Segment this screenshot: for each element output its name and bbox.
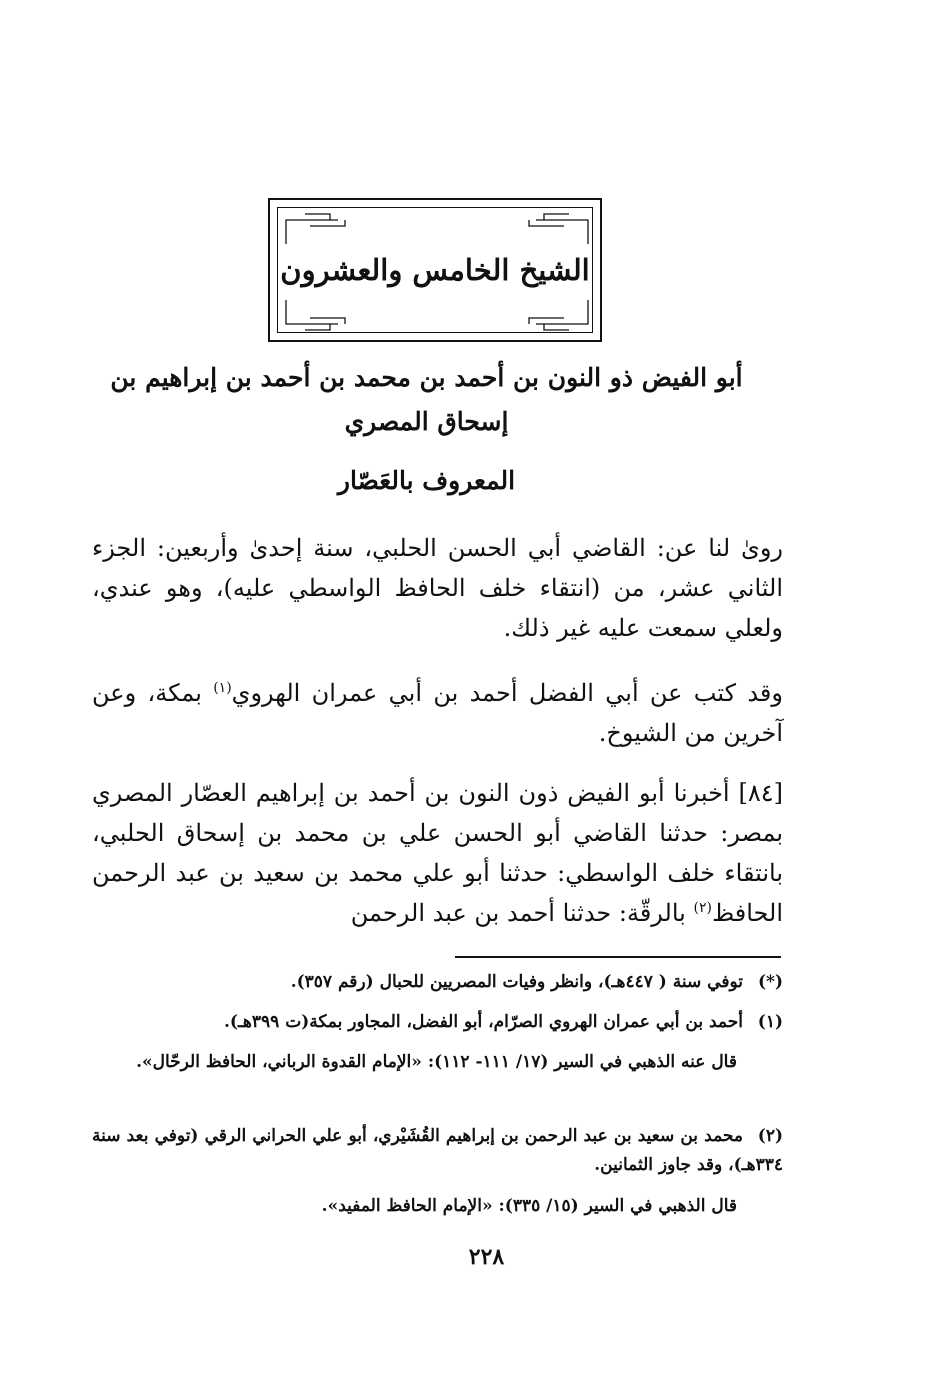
footnote-1-continuation: قال عنه الذهبي في السير (١٧/ ١١١- ١١٢): «الإمام القدوة الرباني، الحافظ الرحّال». <box>136 1052 737 1072</box>
footnote-2 <box>92 1122 783 1180</box>
footnote-star <box>92 968 783 997</box>
paragraph-2-text-b: بمكة، وعن آخرين من الشيوخ. <box>92 679 783 747</box>
footnote-2-marker: (٢) <box>757 1126 783 1146</box>
paragraph-2-text-a: وقد كتب عن أبي الفضل أحمد بن أبي عمران الهروي <box>231 679 783 707</box>
footnote-1-text: أحمد بن أبي عمران الهروي الصرّام، أبو الفضل، المجاور بمكة(ت ٣٩٩هـ). <box>223 1012 743 1032</box>
name-line-1: أبو الفيض ذو النون بن أحمد بن محمد بن أحمد بن إبراهيم بن <box>110 363 743 392</box>
footnote-2-continuation: قال الذهبي في السير (١٥/ ٣٣٥): «الإمام الحافظ المفيد». <box>321 1196 737 1216</box>
page-number: ٢٢٨ <box>468 1244 505 1270</box>
paragraph-1: روىٰ لنا عن: القاضي أبي الحسن الحلبي، سنة إحدىٰ وأربعين: الجزء الثاني عشر، من (انتقاء خلف الحافظ الواسطي عليه)، وهو عندي، ولعلي سمعت عليه غير ذلك. <box>92 534 783 642</box>
footnote-ref-1: (١) <box>213 680 232 696</box>
paragraph-3-text-b: بالرقّة: حدثنا أحمد بن عبد الرحمن <box>350 899 694 927</box>
footnote-star-marker: (*) <box>758 972 783 992</box>
known-as: المعروف بالعَصّار <box>337 466 516 495</box>
paragraph-3 <box>92 773 783 933</box>
footnote-ref-2: (٢) <box>693 900 712 916</box>
footnote-1-marker: (١) <box>757 1012 783 1032</box>
title-frame <box>268 198 602 342</box>
paragraph-3-text-a: [٨٤] أخبرنا أبو الفيض ذون النون بن أحمد بن إبراهيم العصّار المصري بمصر: حدثنا القاضي أبو الحسن علي بن محمد بن إسحاق الحلبي، بانتقاء خلف الواسطي: حدثنا أبو علي محمد بن سعيد بن عبد الرحمن الحافظ <box>92 779 783 927</box>
footnote-divider <box>455 956 781 958</box>
chapter-title: الشيخ الخامس والعشرون <box>280 253 590 287</box>
paragraph-2 <box>92 673 783 753</box>
name-line-2: إسحاق المصري <box>344 407 509 436</box>
footnote-2-text: محمد بن سعيد بن عبد الرحمن بن إبراهيم القُشَيْري، أبو علي الحراني الرقي (توفي بعد سنة ٣٣٤هـ)، وقد جاوز الثمانين. <box>92 1126 783 1175</box>
footnote-star-text: توفي سنة ( ٤٤٧هـ)، وانظر وفيات المصريين للحبال (رقم ٣٥٧). <box>290 972 743 992</box>
footnote-1 <box>92 1008 783 1037</box>
